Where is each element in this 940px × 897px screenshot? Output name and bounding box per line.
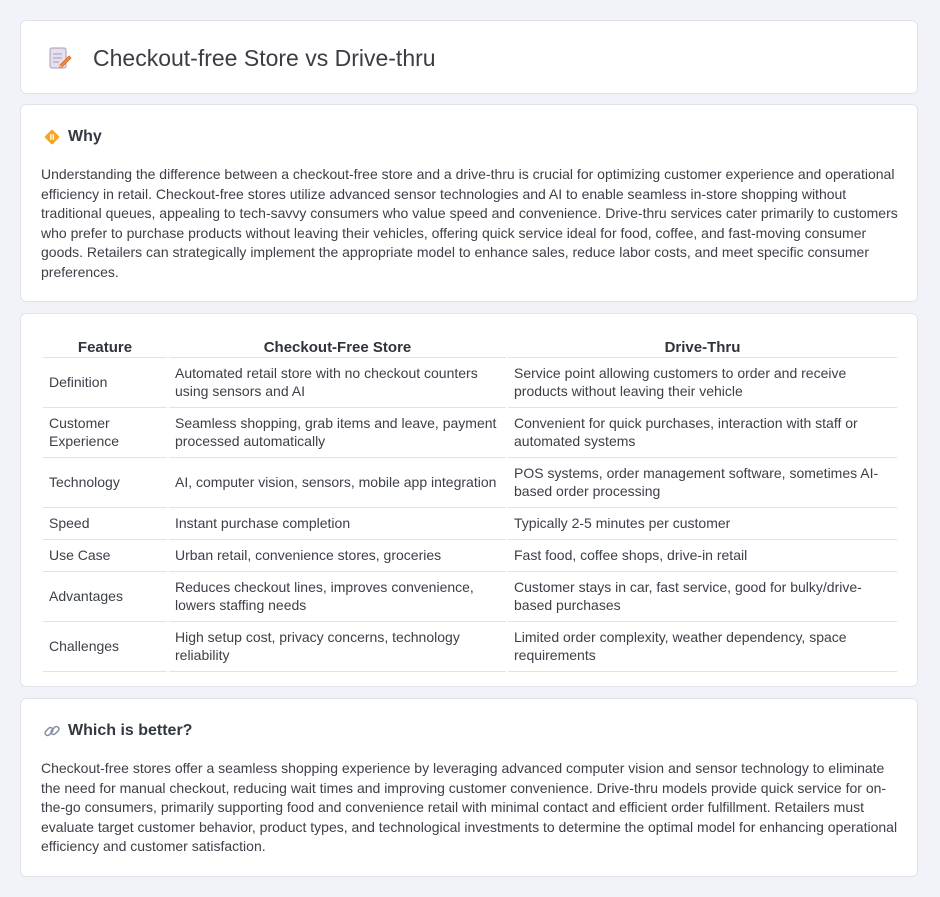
drive-thru-cell: Convenient for quick purchases, interaction with staff or automated systems bbox=[508, 408, 897, 458]
column-header-checkout-free: Checkout-Free Store bbox=[169, 334, 506, 358]
table-row bbox=[43, 572, 897, 622]
link-icon bbox=[43, 722, 61, 740]
page-title: Checkout-free Store vs Drive-thru bbox=[93, 45, 436, 71]
checkout-free-cell: Automated retail store with no checkout counters using sensors and AI bbox=[169, 358, 506, 408]
table-row bbox=[43, 540, 897, 572]
why-card bbox=[20, 104, 918, 302]
table-row bbox=[43, 508, 897, 540]
diamond-warning-icon bbox=[43, 128, 61, 146]
checkout-free-cell: Urban retail, convenience stores, groceries bbox=[169, 540, 506, 572]
table-row bbox=[43, 458, 897, 508]
feature-cell: Customer Experience bbox=[43, 408, 167, 458]
column-header-drive-thru: Drive-Thru bbox=[508, 334, 897, 358]
table-header-row bbox=[43, 334, 897, 358]
title-row bbox=[47, 45, 436, 71]
drive-thru-cell: Customer stays in car, fast service, good for bulky/drive-based purchases bbox=[508, 572, 897, 622]
feature-cell: Definition bbox=[43, 358, 167, 408]
feature-cell: Speed bbox=[43, 508, 167, 540]
table-row bbox=[43, 622, 897, 672]
checkout-free-cell: Seamless shopping, grab items and leave, payment processed automatically bbox=[169, 408, 506, 458]
why-text: Understanding the difference between a checkout-free store and a drive-thru is crucial for optimizing customer experience and operational efficiency in retail. Checkout-free stores utilize advanced sensor technologies and AI to enable seamless in-store shopping without traditional queues, appealing to tech-savvy consumers who value speed and convenience. Drive-thru services cater primarily to customers who prefer to purchase products without leaving their vehicles, offering quick service ideal for food, coffee, and fast-moving consumer goods. Retailers can strategically implement the appropriate model to enhance sales, reduce labor costs, and meet specific consumer preferences. bbox=[41, 166, 898, 280]
why-title: Why bbox=[68, 128, 102, 145]
better-heading bbox=[43, 722, 192, 740]
drive-thru-cell: Service point allowing customers to order and receive products without leaving their vehicle bbox=[508, 358, 897, 408]
better-title: Which is better? bbox=[68, 722, 193, 739]
checkout-free-cell: Instant purchase completion bbox=[169, 508, 506, 540]
column-header-feature: Feature bbox=[43, 334, 167, 358]
drive-thru-cell: Fast food, coffee shops, drive-in retail bbox=[508, 540, 897, 572]
comparison-card bbox=[20, 313, 918, 687]
checkout-free-cell: AI, computer vision, sensors, mobile app integration bbox=[169, 458, 506, 508]
which-is-better-card bbox=[20, 698, 918, 877]
feature-cell: Advantages bbox=[43, 572, 167, 622]
table-row bbox=[43, 408, 897, 458]
document-edit-icon bbox=[47, 45, 73, 71]
feature-cell: Challenges bbox=[43, 622, 167, 672]
why-heading bbox=[43, 128, 102, 146]
table-row bbox=[43, 358, 897, 408]
drive-thru-cell: Typically 2-5 minutes per customer bbox=[508, 508, 897, 540]
drive-thru-cell: POS systems, order management software, sometimes AI-based order processing bbox=[508, 458, 897, 508]
checkout-free-cell: High setup cost, privacy concerns, technology reliability bbox=[169, 622, 506, 672]
drive-thru-cell: Limited order complexity, weather dependency, space requirements bbox=[508, 622, 897, 672]
comparison-table bbox=[41, 334, 899, 672]
feature-cell: Use Case bbox=[43, 540, 167, 572]
title-card bbox=[20, 20, 918, 94]
feature-cell: Technology bbox=[43, 458, 167, 508]
better-text: Checkout-free stores offer a seamless shopping experience by leveraging advanced computer vision and sensor technology to eliminate the need for manual checkout, reducing wait times and improving customer convenience. Drive-thru models provide quick service for on-the-go consumers, primarily supporting food and convenience retail with minimal contact and efficient order fulfillment. Retailers must evaluate target customer behavior, product types, and technological investments to determine the optimal model for enhancing operational efficiency and customer satisfaction. bbox=[41, 760, 898, 854]
checkout-free-cell: Reduces checkout lines, improves convenience, lowers staffing needs bbox=[169, 572, 506, 622]
